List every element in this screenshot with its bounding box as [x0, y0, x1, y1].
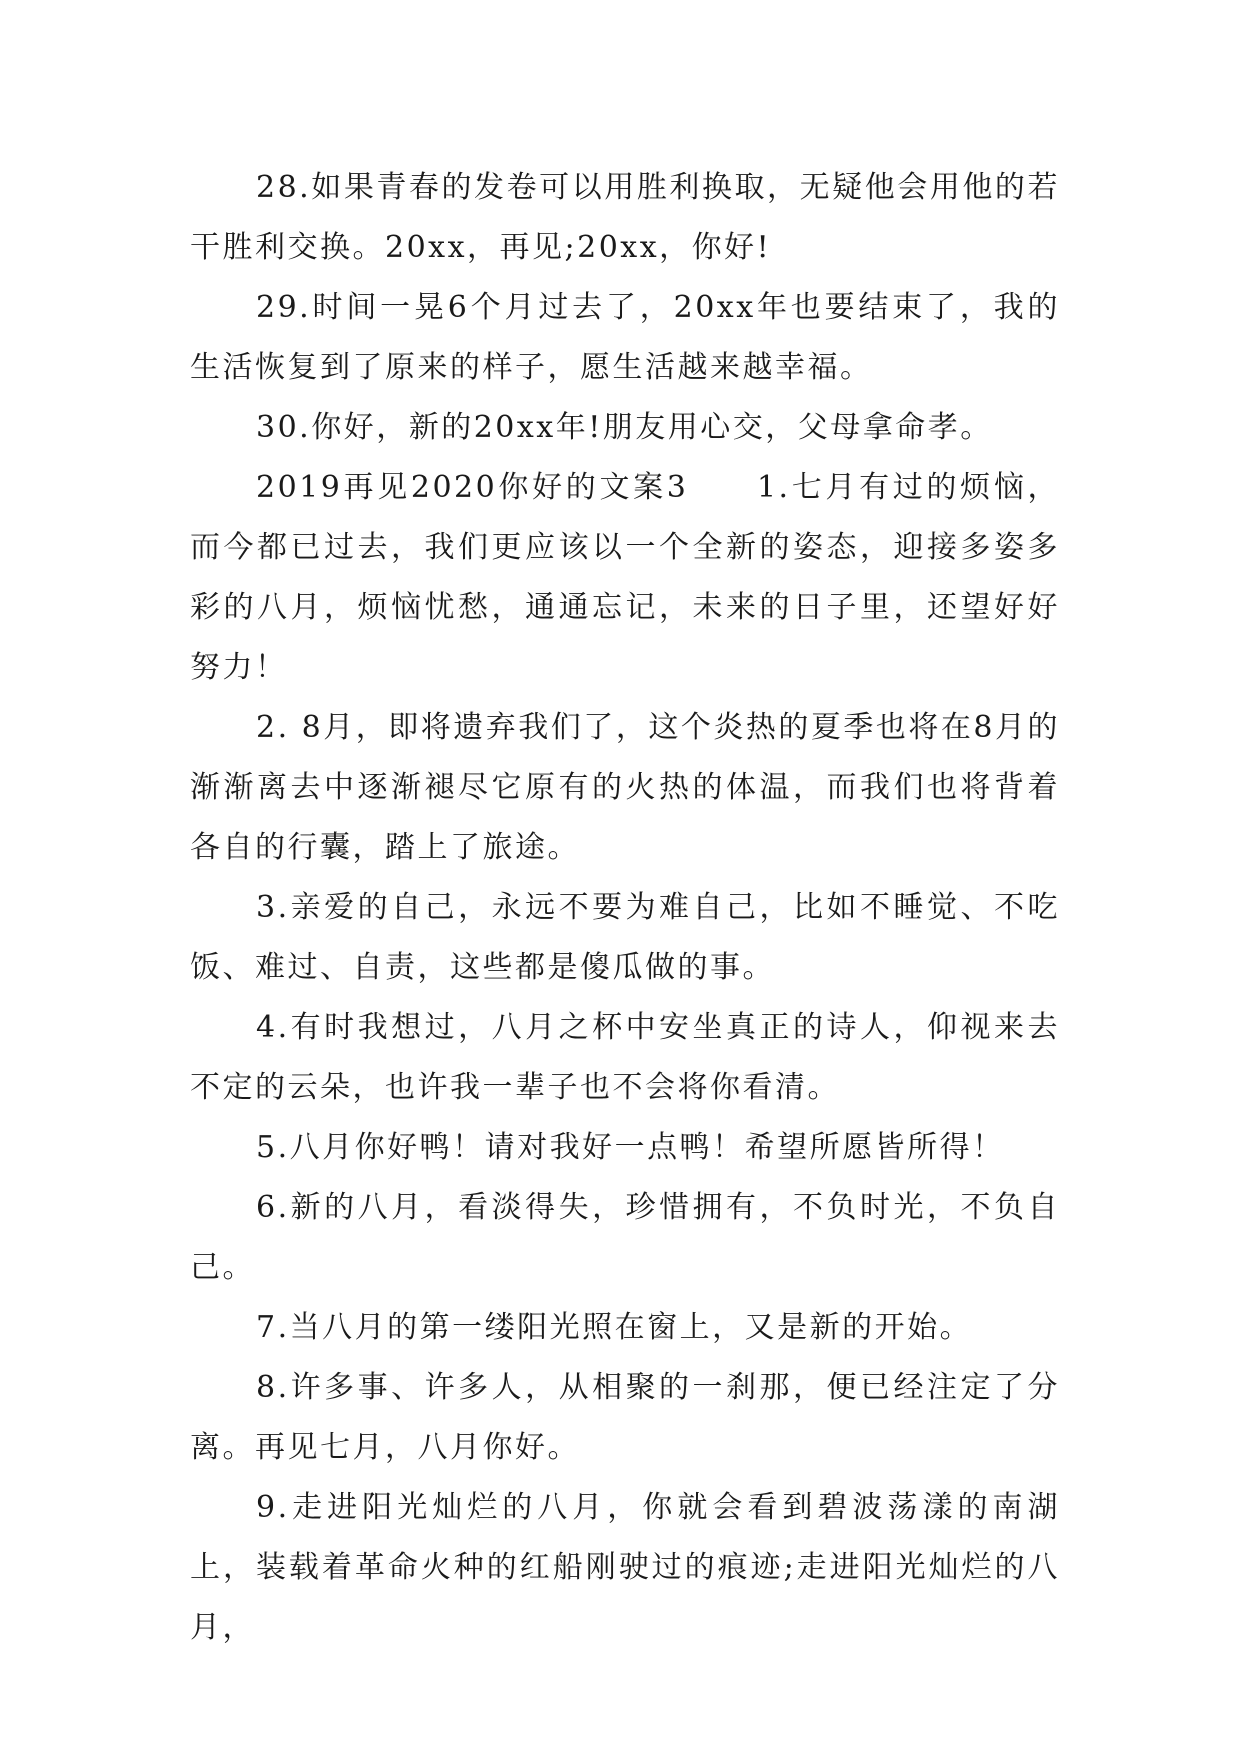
paragraph-30: 30.你好，新的20xx年!朋友用心交，父母拿命孝。	[256, 410, 993, 445]
paragraph-5: 5.八月你好鸭！请对我好一点鸭！希望所愿皆所得！	[256, 1130, 1005, 1165]
paragraph-4: 4.有时我想过，八月之杯中安坐真正的诗人，仰视来去不定的云朵，也许我一辈子也不会将你看清。	[190, 1010, 1060, 1105]
paragraph-7: 7.当八月的第一缕阳光照在窗上，又是新的开始。	[256, 1310, 973, 1345]
paragraph-28: 28.如果青春的发卷可以用胜利换取，无疑他会用他的若干胜利交换。20xx，再见;20xx，你好!	[190, 170, 1060, 265]
document-body	[190, 158, 1060, 1658]
paragraph-3: 3.亲爱的自己，永远不要为难自己，比如不睡觉、不吃饭、难过、自责，这些都是傻瓜做的事。	[190, 890, 1060, 985]
section-heading-paragraph-1: 2019再见2020你好的文案3 1.七月有过的烦恼，而今都已过去，我们更应该以一个全新的姿态，迎接多姿多彩的八月，烦恼忧愁，通通忘记，未来的日子里，还望好好努力！	[190, 470, 1060, 685]
paragraph-8: 8.许多事、许多人，从相聚的一刹那，便已经注定了分离。再见七月，八月你好。	[190, 1370, 1060, 1465]
paragraph-9: 9.走进阳光灿烂的八月，你就会看到碧波荡漾的南湖上，装载着革命火种的红船刚驶过的痕迹;走进阳光灿烂的八月，	[190, 1490, 1060, 1645]
paragraph-6: 6.新的八月，看淡得失，珍惜拥有，不负时光，不负自己。	[190, 1190, 1060, 1285]
paragraph-2: 2. 8月，即将遗弃我们了，这个炎热的夏季也将在8月的渐渐离去中逐渐褪尽它原有的火热的体温，而我们也将背着各自的行囊，踏上了旅途。	[190, 710, 1060, 865]
paragraph-29: 29.时间一晃6个月过去了，20xx年也要结束了，我的生活恢复到了原来的样子，愿生活越来越幸福。	[190, 290, 1060, 385]
